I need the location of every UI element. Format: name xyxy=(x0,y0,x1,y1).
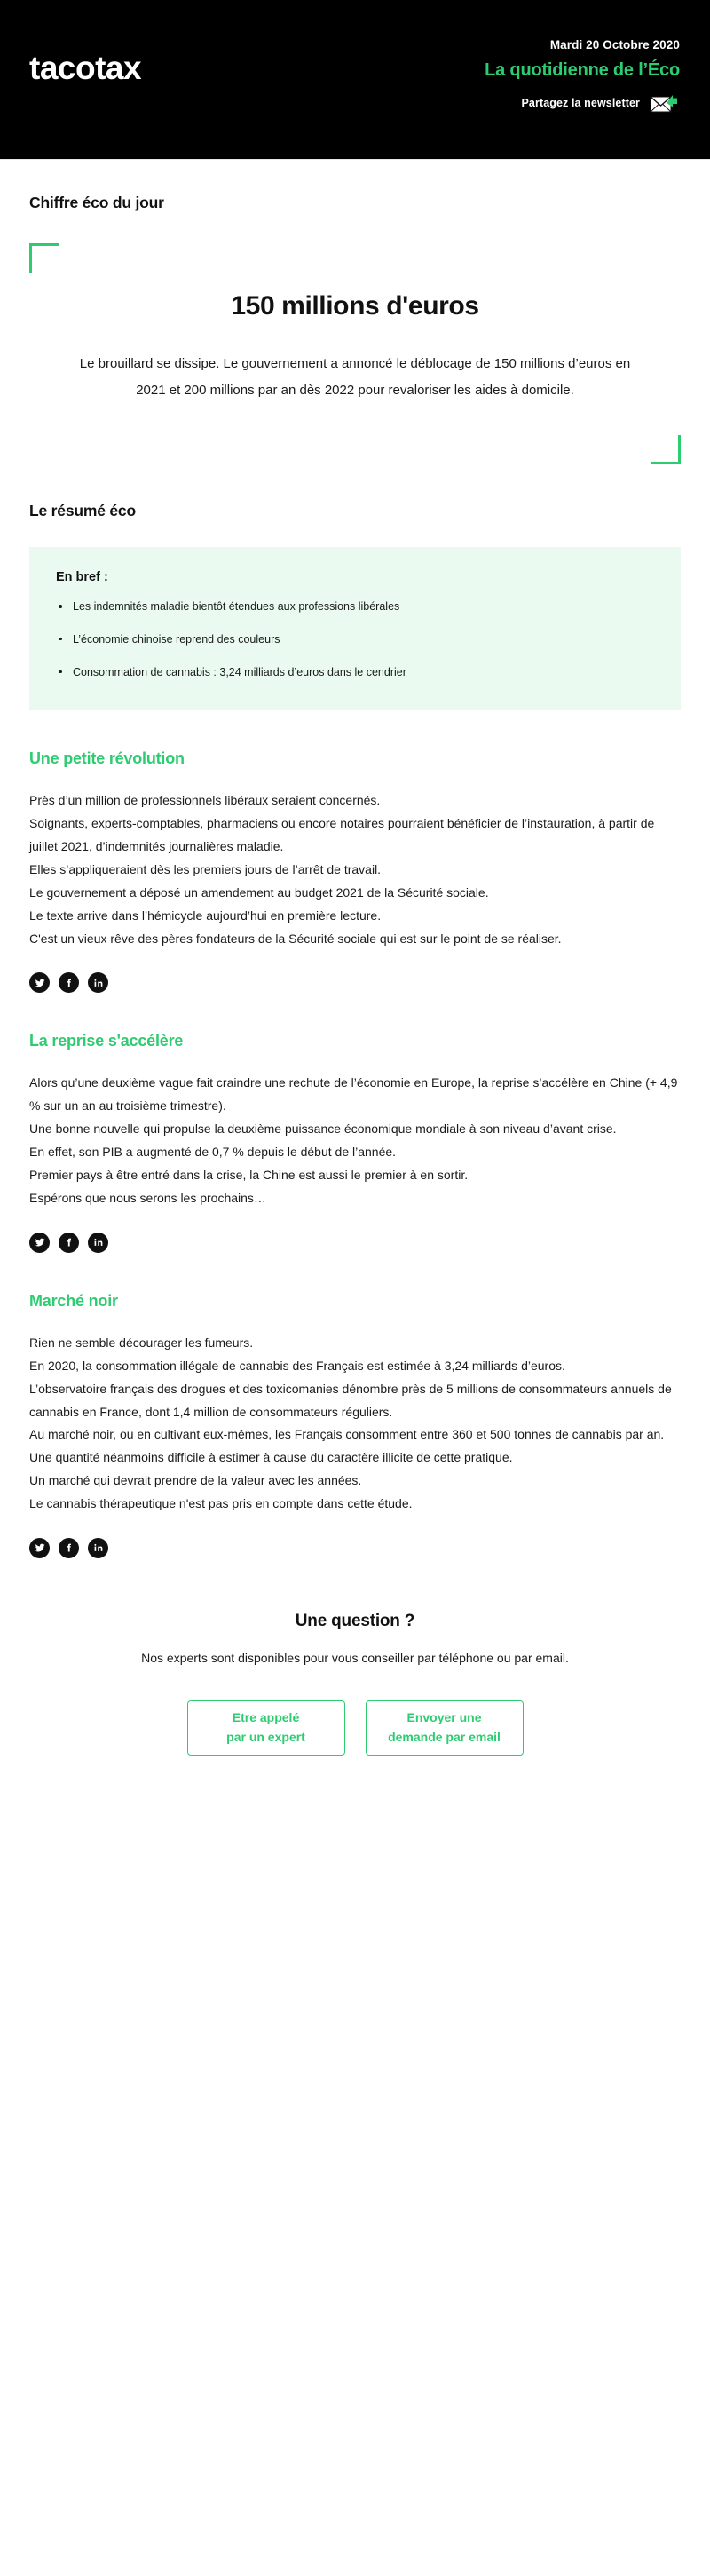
twitter-icon[interactable] xyxy=(29,972,50,993)
article-body xyxy=(29,1072,681,1209)
email-request-button-line2: demande par email xyxy=(388,1729,501,1744)
article-paragraph: Un marché qui devrait prendre de la valeur avec les années. xyxy=(29,1473,362,1488)
list-item: Les indemnités maladie bientôt étendues aux professions libérales xyxy=(56,598,654,615)
newsletter-title: La quotidienne de l’Éco xyxy=(485,59,680,80)
social-share-row xyxy=(0,1538,710,1558)
article-paragraph: L’observatoire français des drogues et des toxicomanies dénombre près de 5 millions de consommateurs annuels de cannabis en France, dont 1,4 million de consommateurs réguliers. xyxy=(29,1381,672,1419)
resume-eco-section xyxy=(0,502,710,710)
twitter-icon[interactable] xyxy=(29,1233,50,1253)
resume-section-title: Le résumé éco xyxy=(29,502,136,519)
cta-button-group xyxy=(0,1700,710,1756)
article-une-petite-revolution xyxy=(0,749,710,993)
email-request-button-line1: Envoyer une xyxy=(406,1710,482,1725)
en-bref-list xyxy=(56,598,654,680)
en-bref-box xyxy=(29,547,681,710)
list-item: Consommation de cannabis : 3,24 milliards d’euros dans le cendrier xyxy=(56,664,654,681)
twitter-icon[interactable] xyxy=(29,1538,50,1558)
share-label: Partagez la newsletter xyxy=(521,96,640,109)
cta-subtitle: Nos experts sont disponibles pour vous conseiller par téléphone ou par email. xyxy=(141,1650,569,1665)
call-expert-button-line2: par un expert xyxy=(226,1729,305,1744)
social-share-row xyxy=(0,972,710,993)
article-paragraph: Au marché noir, ou en cultivant eux-mêmes, les Français consomment entre 360 et 500 tonnes de cannabis par an. xyxy=(29,1427,665,1442)
tacotax-logo[interactable]: tacotax xyxy=(29,50,142,86)
header-meta xyxy=(307,37,680,115)
article-paragraph: En 2020, la consommation illégale de cannabis des Français est estimée à 3,24 milliards d’euros. xyxy=(29,1358,565,1373)
linkedin-icon[interactable] xyxy=(88,972,108,993)
article-paragraph: Une quantité néanmoins difficile à estimer à cause du caractère illicite de cette pratique. xyxy=(29,1450,513,1465)
article-paragraph: Rien ne semble décourager les fumeurs. xyxy=(29,1335,254,1350)
article-marche-noir xyxy=(0,1292,710,1558)
en-bref-title: En bref : xyxy=(56,570,108,584)
newsletter-header xyxy=(0,0,710,160)
chiffre-figure: 150 millions d'euros xyxy=(231,291,479,321)
article-title: Marché noir xyxy=(29,1291,118,1310)
call-expert-button[interactable] xyxy=(187,1700,345,1756)
corner-bracket-top-left-wrap xyxy=(0,243,710,273)
envelope-share-icon[interactable] xyxy=(650,91,680,115)
issue-date: Mardi 20 Octobre 2020 xyxy=(549,38,680,52)
article-la-reprise-saccelere xyxy=(0,1032,710,1252)
facebook-icon[interactable] xyxy=(59,972,79,993)
corner-bracket-bottom-right-wrap xyxy=(0,435,710,464)
article-paragraph: Premier pays à être entré dans la crise, la Chine est aussi le premier à en sortir. xyxy=(29,1168,469,1183)
article-paragraph: Le cannabis thérapeutique n'est pas pris en compte dans cette étude. xyxy=(29,1496,413,1511)
call-expert-button-line1: Etre appelé xyxy=(232,1710,300,1725)
list-item: L’économie chinoise reprend des couleurs xyxy=(56,631,654,648)
facebook-icon[interactable] xyxy=(59,1538,79,1558)
facebook-icon[interactable] xyxy=(59,1233,79,1253)
chiffre-section-title: Chiffre éco du jour xyxy=(29,194,164,211)
article-paragraph: Une bonne nouvelle qui propulse la deuxième puissance économique mondiale à son niveau d’avant crise. xyxy=(29,1122,617,1137)
article-paragraph: Elles s’appliqueraient dès les premiers jours de l’arrêt de travail. xyxy=(29,861,382,876)
article-paragraph: Près d’un million de professionnels libéraux seraient concernés. xyxy=(29,793,381,808)
corner-bracket-top-left-icon xyxy=(29,243,59,273)
article-body xyxy=(29,1332,681,1516)
article-paragraph: Le texte arrive dans l’hémicycle aujourd’hui en première lecture. xyxy=(29,908,382,923)
linkedin-icon[interactable] xyxy=(88,1538,108,1558)
article-paragraph: C'est un vieux rêve des pères fondateurs de la Sécurité sociale qui est sur le point de se réaliser. xyxy=(29,931,562,946)
article-paragraph: Soignants, experts-comptables, pharmaciens ou encore notaires pourraient bénéficier de l’instauration, à partir de juillet 2021, d’indemnités journalières maladie. xyxy=(29,816,655,854)
social-share-row xyxy=(0,1233,710,1253)
corner-bracket-bottom-right-icon xyxy=(651,435,681,464)
share-newsletter-link[interactable] xyxy=(307,91,680,115)
contact-cta-section xyxy=(0,1612,710,1802)
article-body xyxy=(29,789,681,950)
linkedin-icon[interactable] xyxy=(88,1233,108,1253)
article-paragraph: Le gouvernement a déposé un amendement au budget 2021 de la Sécurité sociale. xyxy=(29,884,489,900)
article-paragraph: En effet, son PIB a augmenté de 0,7 % depuis le début de l’année. xyxy=(29,1145,397,1160)
article-paragraph: Espérons que nous serons les prochains… xyxy=(29,1190,266,1205)
chiffre-eco-section xyxy=(0,160,710,464)
article-title: Une petite révolution xyxy=(29,749,185,768)
chiffre-body-text: Le brouillard se dissipe. Le gouvernement a annoncé le déblocage de 150 millions d’euros en 2021 et 200 millions par an dès 2022 pour revaloriser les aides à domicile. xyxy=(79,356,631,398)
article-title: La reprise s'accélère xyxy=(29,1032,184,1050)
cta-title: Une question ? xyxy=(295,1611,415,1630)
email-request-button[interactable] xyxy=(366,1700,524,1756)
article-paragraph: Alors qu’une deuxième vague fait craindre une rechute de l’économie en Europe, la reprise s’accélère en Chine (+ 4,9 % sur un an au troisième trimestre). xyxy=(29,1075,678,1114)
